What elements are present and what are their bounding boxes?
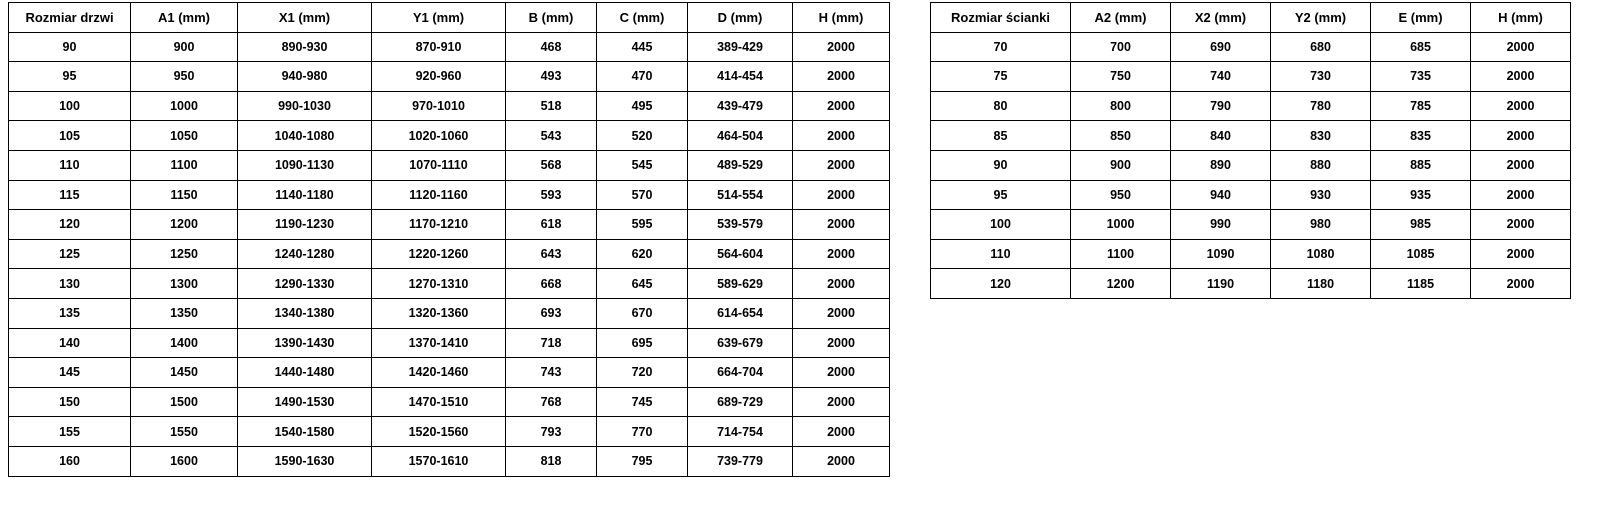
table-row (9, 121, 890, 151)
table-row (9, 150, 890, 180)
cell: 940 (1171, 180, 1271, 210)
cell: 1270-1310 (372, 269, 506, 299)
cell: 1180 (1271, 269, 1371, 299)
cell: 543 (506, 121, 597, 151)
column-header-y1: Y1 (mm) (372, 3, 506, 33)
table-header-row (931, 3, 1571, 33)
cell: 1220-1260 (372, 239, 506, 269)
cell: 2000 (793, 269, 890, 299)
cell: 493 (506, 62, 597, 92)
column-header-h: H (mm) (1471, 3, 1571, 33)
cell: 520 (597, 121, 688, 151)
cell: 2000 (1471, 210, 1571, 240)
cell: 85 (931, 121, 1071, 151)
cell: 818 (506, 446, 597, 476)
cell: 564-604 (688, 239, 793, 269)
cell: 2000 (1471, 91, 1571, 121)
cell: 439-479 (688, 91, 793, 121)
cell: 970-1010 (372, 91, 506, 121)
cell: 1520-1560 (372, 417, 506, 447)
cell: 95 (931, 180, 1071, 210)
table-row (9, 91, 890, 121)
cell: 470 (597, 62, 688, 92)
cell: 389-429 (688, 32, 793, 62)
cell: 1200 (131, 210, 238, 240)
cell: 1490-1530 (238, 387, 372, 417)
cell: 1000 (1071, 210, 1171, 240)
cell: 680 (1271, 32, 1371, 62)
cell: 2000 (1471, 180, 1571, 210)
column-header-a1: A1 (mm) (131, 3, 238, 33)
cell: 768 (506, 387, 597, 417)
cell: 1040-1080 (238, 121, 372, 151)
column-header-d: D (mm) (688, 3, 793, 33)
cell: 1570-1610 (372, 446, 506, 476)
table-row (9, 32, 890, 62)
cell: 1450 (131, 358, 238, 388)
cell: 140 (9, 328, 131, 358)
cell: 445 (597, 32, 688, 62)
table-row (931, 121, 1571, 151)
table-row (9, 298, 890, 328)
column-header-h: H (mm) (793, 3, 890, 33)
cell: 593 (506, 180, 597, 210)
cell: 1170-1210 (372, 210, 506, 240)
cell: 990-1030 (238, 91, 372, 121)
cell: 730 (1271, 62, 1371, 92)
cell: 795 (597, 446, 688, 476)
cell: 90 (9, 32, 131, 62)
cell: 100 (931, 210, 1071, 240)
cell: 150 (9, 387, 131, 417)
cell: 2000 (793, 298, 890, 328)
table-row (9, 210, 890, 240)
cell: 840 (1171, 121, 1271, 151)
cell: 2000 (793, 210, 890, 240)
cell: 880 (1271, 150, 1371, 180)
cell: 589-629 (688, 269, 793, 299)
cell: 2000 (793, 32, 890, 62)
cell: 1085 (1371, 239, 1471, 269)
cell: 1590-1630 (238, 446, 372, 476)
wall-table-header (931, 3, 1571, 33)
cell: 800 (1071, 91, 1171, 121)
table-row (9, 269, 890, 299)
cell: 1100 (1071, 239, 1171, 269)
cell: 950 (131, 62, 238, 92)
cell: 693 (506, 298, 597, 328)
cell: 2000 (793, 446, 890, 476)
cell: 793 (506, 417, 597, 447)
cell: 1120-1160 (372, 180, 506, 210)
cell: 670 (597, 298, 688, 328)
cell: 940-980 (238, 62, 372, 92)
door-table-body (9, 32, 890, 476)
cell: 2000 (793, 239, 890, 269)
cell: 714-754 (688, 417, 793, 447)
cell: 990 (1171, 210, 1271, 240)
column-header-wall-size: Rozmiar ścianki (931, 3, 1071, 33)
cell: 1000 (131, 91, 238, 121)
cell: 495 (597, 91, 688, 121)
table-row (9, 446, 890, 476)
cell: 1200 (1071, 269, 1171, 299)
cell: 1550 (131, 417, 238, 447)
cell: 614-654 (688, 298, 793, 328)
cell: 920-960 (372, 62, 506, 92)
cell: 645 (597, 269, 688, 299)
cell: 2000 (793, 180, 890, 210)
cell: 870-910 (372, 32, 506, 62)
cell: 1350 (131, 298, 238, 328)
cell: 95 (9, 62, 131, 92)
cell: 90 (931, 150, 1071, 180)
cell: 518 (506, 91, 597, 121)
cell: 120 (9, 210, 131, 240)
cell: 639-679 (688, 328, 793, 358)
table-row (931, 180, 1571, 210)
column-header-y2: Y2 (mm) (1271, 3, 1371, 33)
cell: 1540-1580 (238, 417, 372, 447)
cell: 1290-1330 (238, 269, 372, 299)
cell: 745 (597, 387, 688, 417)
cell: 2000 (1471, 239, 1571, 269)
cell: 1090-1130 (238, 150, 372, 180)
column-header-x1: X1 (mm) (238, 3, 372, 33)
cell: 985 (1371, 210, 1471, 240)
cell: 2000 (1471, 62, 1571, 92)
cell: 1050 (131, 121, 238, 151)
cell: 785 (1371, 91, 1471, 121)
table-header-row (9, 3, 890, 33)
cell: 900 (1071, 150, 1171, 180)
cell: 595 (597, 210, 688, 240)
table-row (931, 210, 1571, 240)
cell: 935 (1371, 180, 1471, 210)
cell: 685 (1371, 32, 1471, 62)
cell: 2000 (1471, 269, 1571, 299)
cell: 2000 (793, 121, 890, 151)
cell: 618 (506, 210, 597, 240)
table-row (9, 417, 890, 447)
cell: 2000 (793, 328, 890, 358)
cell: 125 (9, 239, 131, 269)
cell: 1090 (1171, 239, 1271, 269)
cell: 1470-1510 (372, 387, 506, 417)
cell: 850 (1071, 121, 1171, 151)
door-size-table (8, 2, 890, 477)
cell: 1190-1230 (238, 210, 372, 240)
cell: 620 (597, 239, 688, 269)
table-row (931, 91, 1571, 121)
cell: 568 (506, 150, 597, 180)
cell: 1400 (131, 328, 238, 358)
column-header-e: E (mm) (1371, 3, 1471, 33)
cell: 900 (131, 32, 238, 62)
cell: 664-704 (688, 358, 793, 388)
cell: 105 (9, 121, 131, 151)
cell: 1250 (131, 239, 238, 269)
cell: 1100 (131, 150, 238, 180)
cell: 414-454 (688, 62, 793, 92)
wall-size-table (930, 2, 1571, 299)
cell: 1390-1430 (238, 328, 372, 358)
cell: 1150 (131, 180, 238, 210)
cell: 835 (1371, 121, 1471, 151)
cell: 1420-1460 (372, 358, 506, 388)
cell: 70 (931, 32, 1071, 62)
cell: 464-504 (688, 121, 793, 151)
cell: 468 (506, 32, 597, 62)
table-row (9, 358, 890, 388)
cell: 2000 (1471, 150, 1571, 180)
cell: 885 (1371, 150, 1471, 180)
cell: 830 (1271, 121, 1371, 151)
cell: 514-554 (688, 180, 793, 210)
cell: 570 (597, 180, 688, 210)
cell: 740 (1171, 62, 1271, 92)
cell: 110 (9, 150, 131, 180)
cell: 739-779 (688, 446, 793, 476)
cell: 2000 (1471, 32, 1571, 62)
cell: 2000 (793, 62, 890, 92)
cell: 643 (506, 239, 597, 269)
cell: 130 (9, 269, 131, 299)
column-header-x2: X2 (mm) (1171, 3, 1271, 33)
cell: 1370-1410 (372, 328, 506, 358)
cell: 790 (1171, 91, 1271, 121)
column-header-b: B (mm) (506, 3, 597, 33)
cell: 135 (9, 298, 131, 328)
cell: 720 (597, 358, 688, 388)
cell: 2000 (793, 387, 890, 417)
cell: 718 (506, 328, 597, 358)
cell: 75 (931, 62, 1071, 92)
cell: 80 (931, 91, 1071, 121)
cell: 145 (9, 358, 131, 388)
cell: 545 (597, 150, 688, 180)
cell: 1600 (131, 446, 238, 476)
door-table-header (9, 3, 890, 33)
cell: 1070-1110 (372, 150, 506, 180)
cell: 489-529 (688, 150, 793, 180)
cell: 115 (9, 180, 131, 210)
cell: 539-579 (688, 210, 793, 240)
cell: 668 (506, 269, 597, 299)
table-row (931, 150, 1571, 180)
wall-table-body (931, 32, 1571, 298)
table-row (9, 387, 890, 417)
cell: 1020-1060 (372, 121, 506, 151)
cell: 690 (1171, 32, 1271, 62)
cell: 2000 (793, 358, 890, 388)
cell: 2000 (1471, 121, 1571, 151)
table-row (9, 239, 890, 269)
column-header-c: C (mm) (597, 3, 688, 33)
cell: 1300 (131, 269, 238, 299)
cell: 890 (1171, 150, 1271, 180)
cell: 950 (1071, 180, 1171, 210)
cell: 750 (1071, 62, 1171, 92)
cell: 1140-1180 (238, 180, 372, 210)
cell: 689-729 (688, 387, 793, 417)
table-row (931, 269, 1571, 299)
cell: 1320-1360 (372, 298, 506, 328)
table-row (9, 180, 890, 210)
cell: 1080 (1271, 239, 1371, 269)
column-header-a2: A2 (mm) (1071, 3, 1171, 33)
table-row (931, 62, 1571, 92)
cell: 1440-1480 (238, 358, 372, 388)
cell: 110 (931, 239, 1071, 269)
cell: 100 (9, 91, 131, 121)
cell: 1190 (1171, 269, 1271, 299)
cell: 980 (1271, 210, 1371, 240)
cell: 155 (9, 417, 131, 447)
cell: 695 (597, 328, 688, 358)
cell: 160 (9, 446, 131, 476)
cell: 1500 (131, 387, 238, 417)
cell: 735 (1371, 62, 1471, 92)
cell: 1340-1380 (238, 298, 372, 328)
table-row (9, 62, 890, 92)
cell: 890-930 (238, 32, 372, 62)
cell: 120 (931, 269, 1071, 299)
cell: 1185 (1371, 269, 1471, 299)
table-row (931, 32, 1571, 62)
column-header-door-size: Rozmiar drzwi (9, 3, 131, 33)
cell: 780 (1271, 91, 1371, 121)
cell: 2000 (793, 91, 890, 121)
cell: 930 (1271, 180, 1371, 210)
cell: 770 (597, 417, 688, 447)
cell: 743 (506, 358, 597, 388)
table-row (9, 328, 890, 358)
table-row (931, 239, 1571, 269)
cell: 700 (1071, 32, 1171, 62)
cell: 2000 (793, 150, 890, 180)
cell: 2000 (793, 417, 890, 447)
cell: 1240-1280 (238, 239, 372, 269)
